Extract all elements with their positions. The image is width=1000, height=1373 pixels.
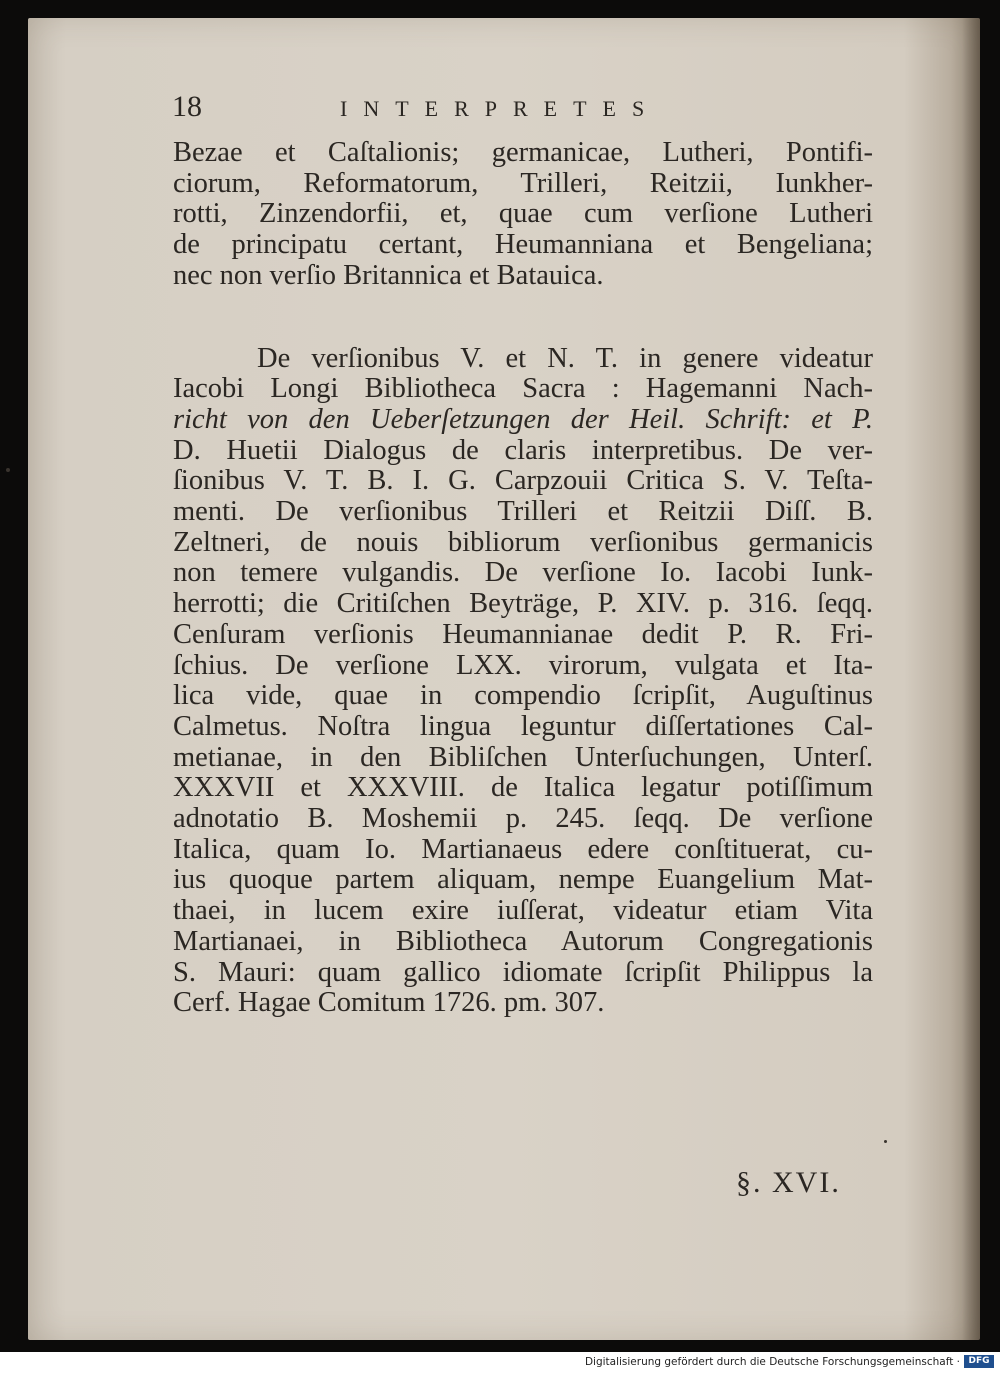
text-line: metianae, in den Bibliſchen Unterſuchungen, Unterſ.	[173, 741, 873, 773]
ink-speck	[6, 468, 10, 472]
ink-speck	[884, 1140, 887, 1143]
text-line: Cenſuram verſionis Heumannianae dedit P. R. Fri-	[173, 618, 873, 650]
text-line: lica vide, quae in compendio ſcripſit, Auguſtinus	[173, 680, 873, 712]
paragraph-1	[173, 138, 873, 292]
text-line: De verſionibus V. et N. T. in genere videatur	[257, 342, 873, 374]
catchword: §. XVI.	[736, 1166, 841, 1199]
text-line: Italica, quam Io. Martianaeus edere conſtituerat, cu-	[173, 833, 873, 865]
text-line: rotti, Zinzendorfii, et, quae cum verſione Lutheri	[173, 198, 873, 230]
text-line: ſchius. De verſione LXX. virorum, vulgata et Ita-	[173, 649, 873, 681]
main-text	[173, 138, 873, 1019]
text-line: Iacobi Longi Bibliotheca Sacra : Hagemanni Nach-	[173, 373, 873, 405]
text-line: D. Huetii Dialogus de claris interpretibus. De ver-	[173, 434, 873, 466]
footer-bar	[0, 1352, 1000, 1373]
text-line: ius quoque partem aliquam, nempe Euangelium Mat-	[173, 864, 873, 896]
dfg-logo[interactable]: DFG	[964, 1355, 994, 1368]
text-line: ſionibus V. T. B. I. G. Carpzouii Critica S. V. Teſta-	[173, 465, 873, 497]
text-line: menti. De verſionibus Trilleri et Reitzii Diſſ. B.	[173, 496, 873, 528]
digitization-credit: Digitalisierung gefördert durch die Deutsche Forschungsgemeinschaft ·	[584, 1356, 960, 1368]
text-line: ciorum, Reformatorum, Trilleri, Reitzii, Iunkher-	[173, 167, 873, 199]
text-line: adnotatio B. Moshemii p. 245. ſeqq. De verſione	[173, 803, 873, 835]
text-line: nec non verſio Britannica et Batauica.	[173, 259, 604, 291]
text-line: thaei, in lucem exire iuſſerat, videatur etiam Vita	[173, 895, 873, 927]
text-line: Zeltneri, de nouis bibliorum verſionibus germanicis	[173, 526, 873, 558]
running-head	[172, 90, 872, 130]
running-title: INTERPRETES	[340, 96, 661, 121]
page-gutter-shadow	[962, 18, 980, 1340]
text-line: non temere vulgandis. De verſione Io. Iacobi Iunk-	[173, 557, 873, 589]
text-line: de principatu certant, Heumanniana et Bengeliana;	[173, 229, 873, 261]
text-line: Martianaei, in Bibliotheca Autorum Congregationis	[173, 925, 873, 957]
text-line: richt von den Ueberſetzungen der Heil. Schrift: et P.	[173, 403, 873, 435]
text-line: S. Mauri: quam gallico idiomate ſcripſit Philippus la	[173, 956, 873, 988]
text-line: herrotti; die Critiſchen Beyträge, P. XIV. p. 316. ſeqq.	[173, 588, 873, 620]
text-line: Cerf. Hagae Comitum 1726. pm. 307.	[173, 987, 605, 1019]
page-number: 18	[172, 90, 202, 123]
paragraph-2	[173, 344, 873, 1019]
text-line: XXXVII et XXXVIII. de Italica legatur potiſſimum	[173, 772, 873, 804]
text-line: Calmetus. Noſtra lingua leguntur diſſertationes Cal-	[173, 710, 873, 742]
text-line: Bezae et Caſtalionis; germanicae, Lutheri, Pontifi-	[173, 137, 873, 168]
